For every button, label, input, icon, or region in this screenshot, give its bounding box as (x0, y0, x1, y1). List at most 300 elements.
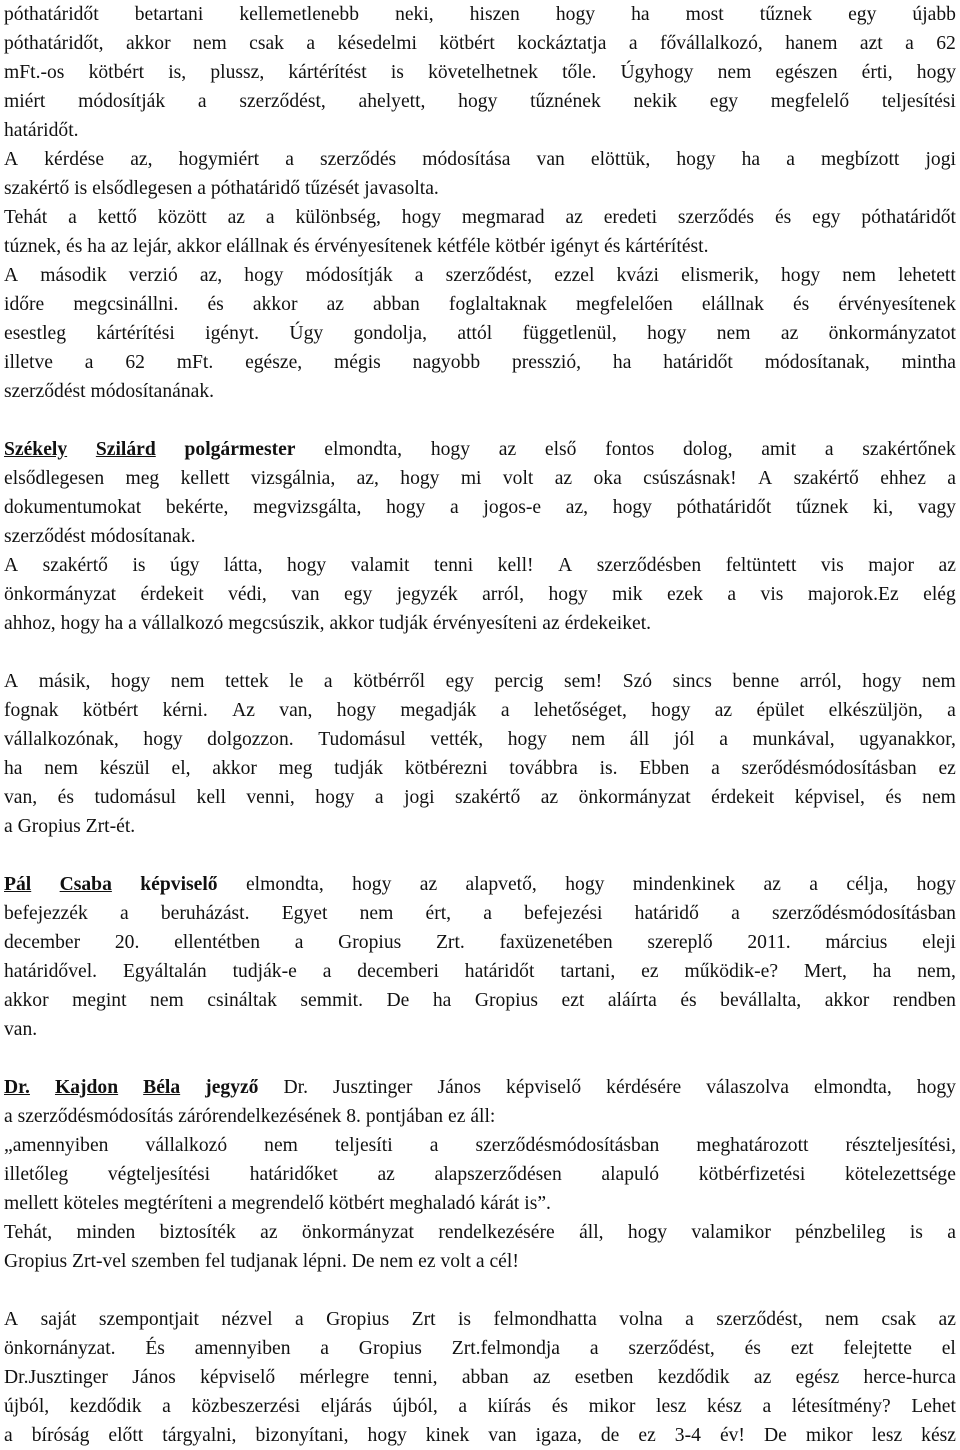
word: első (544, 439, 577, 460)
word: szerződést (4, 526, 86, 547)
word: meg (125, 468, 160, 489)
word: az, (130, 149, 153, 170)
word: pontjában (365, 1106, 444, 1127)
word: szakértőnek (862, 439, 956, 460)
word: herce-hurca (863, 1367, 956, 1388)
text-line (4, 812, 956, 841)
word: szerződést (4, 381, 86, 402)
word: kötbért (88, 62, 145, 83)
word: kétféle (436, 236, 491, 257)
word: is, (168, 62, 187, 83)
word: rendelkezésére (438, 1222, 555, 1243)
word: a (84, 352, 94, 373)
text-line (4, 58, 956, 87)
word: igaza, (535, 1425, 582, 1446)
word: abban (373, 294, 420, 315)
paragraph-gap (4, 638, 956, 667)
word: szereplő (647, 932, 713, 953)
word: tűzését (304, 178, 360, 199)
word: faxüzenetében (499, 932, 613, 953)
word: és (680, 990, 697, 1011)
word: szerződést, (628, 1338, 715, 1359)
word: határidőt. (4, 120, 79, 141)
word: fővállalkozó, (659, 33, 763, 54)
word: akkor (252, 294, 298, 315)
word: elkészüljön, (828, 700, 923, 721)
word: bekérte, (165, 497, 229, 518)
word: decemberi (357, 961, 439, 982)
word: ha (432, 990, 452, 1011)
word: Úgy (289, 323, 324, 344)
word: az (532, 1367, 551, 1388)
word: dolog, (682, 439, 733, 460)
word: megvizsgálta, (253, 497, 362, 518)
text-line (4, 696, 956, 725)
word: biztosíték (159, 1222, 236, 1243)
word: csúszásnak! (643, 468, 737, 489)
speaker-name: Székely (4, 439, 68, 460)
word: az, (356, 468, 379, 489)
word: a (414, 265, 424, 286)
word: munkával, (752, 729, 835, 750)
word: időre (4, 294, 45, 315)
word: elállnak (226, 236, 289, 257)
paragraph (4, 870, 956, 1044)
word: az (260, 1222, 278, 1243)
word: kötbér (495, 236, 546, 257)
word: hogy (352, 874, 392, 895)
word: kérni. (162, 700, 208, 721)
word: a (322, 961, 332, 982)
word: határidőt (464, 961, 535, 982)
word: kettő (97, 207, 137, 228)
word: igényt. (205, 323, 260, 344)
word: a (294, 1309, 304, 1330)
text-line (4, 290, 956, 319)
word: ha (4, 758, 23, 779)
word: az (753, 1367, 772, 1388)
word: nem (716, 323, 751, 344)
word: hogy (565, 874, 605, 895)
word: van (536, 149, 565, 170)
word: készül (99, 758, 150, 779)
word: között (157, 207, 207, 228)
word: csak (249, 33, 284, 54)
word: szerződésmódosításban (475, 1135, 660, 1156)
word: nem (150, 990, 184, 1011)
word: szerődésmódosításban (741, 758, 917, 779)
word: év! (719, 1425, 745, 1446)
word: ha (872, 961, 892, 982)
word: De (763, 1425, 787, 1446)
word: 62 (936, 33, 956, 54)
word: Mert, (803, 961, 847, 982)
word: most (685, 4, 724, 25)
word: akkor (329, 613, 375, 634)
speaker-name: Csaba (59, 874, 112, 895)
word: Az (232, 700, 255, 721)
word: beruházást. (160, 903, 250, 924)
word: De (386, 990, 410, 1011)
word: kötbért (328, 1193, 385, 1214)
word: tőle. (562, 62, 597, 83)
text-line (4, 145, 956, 174)
word: szempontjait (98, 1309, 199, 1330)
word: kellemetlenebb (239, 4, 360, 25)
word: Dr. (283, 1077, 308, 1098)
word: mFt. (176, 352, 214, 373)
text-line (4, 174, 956, 203)
word: határidőket (249, 1164, 338, 1185)
word: póthatáridőt, (4, 33, 104, 54)
word: oka (593, 468, 622, 489)
word: arról, (482, 584, 524, 605)
word: tűznek (759, 4, 813, 25)
paragraph-gap (4, 841, 956, 870)
text-line (4, 29, 956, 58)
word: Zrt.felmondja (451, 1338, 561, 1359)
word: a (285, 149, 294, 170)
word: de (600, 1425, 620, 1446)
word: a (905, 33, 914, 54)
word: nem (44, 758, 78, 779)
word: kell (196, 787, 226, 808)
word: előtt (108, 1425, 144, 1446)
word: újból, (4, 1396, 50, 1417)
word: János (437, 1077, 482, 1098)
word: volt (440, 1251, 471, 1272)
word: major (868, 555, 914, 576)
word: mégis (334, 352, 381, 373)
word: ez (638, 1425, 656, 1446)
word: Gropius (17, 816, 81, 837)
word: képvisel, (794, 787, 865, 808)
word: mik (612, 584, 643, 605)
word: egy (343, 584, 373, 605)
word: eleji (922, 932, 956, 953)
word: kárát (480, 1193, 520, 1214)
word: kész (707, 1396, 742, 1417)
word: és (57, 787, 74, 808)
word: hogy (647, 323, 687, 344)
word: akkor (4, 990, 49, 1011)
word: A (4, 555, 19, 576)
word: érvényesítenek (838, 294, 956, 315)
word: ha (87, 236, 106, 257)
word: az (540, 787, 559, 808)
text-line (4, 1015, 956, 1044)
word: ezek (667, 584, 703, 605)
word: percig (494, 671, 544, 692)
word: szerződésmódosításban (771, 903, 956, 924)
word: nem, (917, 961, 956, 982)
word: a (68, 207, 77, 228)
word: szerződést, (716, 1309, 803, 1330)
word: az, (565, 497, 589, 518)
word: létesítmény? (791, 1396, 891, 1417)
word: második (40, 265, 107, 286)
word: sem! (564, 671, 603, 692)
word: hogy (862, 671, 902, 692)
text-line (4, 319, 956, 348)
word: tettek (225, 671, 269, 692)
word: megcsúszik, (228, 613, 325, 634)
word: másik, (38, 671, 91, 692)
word: és (885, 787, 902, 808)
word: a (4, 816, 13, 837)
word: a (320, 1338, 329, 1359)
text-line (4, 348, 956, 377)
paragraph (4, 1218, 956, 1276)
word: feltüntett (725, 555, 797, 576)
word: alapvető, (465, 874, 537, 895)
word: amennyiben (194, 1338, 291, 1359)
word: az (554, 468, 573, 489)
word: jegyzék (396, 584, 458, 605)
word: János (132, 1367, 176, 1388)
word: kész (921, 1425, 956, 1446)
speaker-name: Pál (4, 874, 32, 895)
word: a (4, 1106, 13, 1127)
speaker-role: jegyző (205, 1077, 259, 1098)
word: Zrt-vel (72, 1251, 127, 1272)
text-line (4, 522, 956, 551)
text-line (4, 783, 956, 812)
word: az (326, 294, 344, 315)
word: hogy (401, 207, 441, 228)
word: mikor (588, 1396, 636, 1417)
word: a (719, 729, 728, 750)
word: 2011. (747, 932, 791, 953)
paragraph (4, 551, 956, 638)
word: fel (204, 1251, 226, 1272)
word: 3-4 (674, 1425, 701, 1446)
word: hogy (386, 497, 426, 518)
word: a (458, 1396, 468, 1417)
word: valamit (350, 555, 410, 576)
word: Gropius (338, 932, 402, 953)
word: tenni (433, 555, 474, 576)
word: és (774, 207, 792, 228)
word: bíróság (31, 1425, 90, 1446)
word: ez (938, 758, 956, 779)
word: áll: (470, 1106, 496, 1127)
word: ezt (790, 1338, 814, 1359)
word: kötbérfizetési (698, 1164, 806, 1185)
word: is. (599, 758, 618, 779)
word: a (306, 33, 316, 54)
word: kártérítést (288, 62, 367, 83)
word: érdekeit (140, 584, 204, 605)
word: érvényesítenek (314, 236, 433, 257)
word: szerződést, (239, 91, 326, 112)
word: Ebben (639, 758, 690, 779)
word: önkornányzat. (4, 1338, 116, 1359)
word: hogy (916, 874, 956, 895)
word: jogos-e (483, 497, 542, 518)
word: jogi (404, 787, 435, 808)
word: kezdődik (69, 1396, 142, 1417)
word: ha (631, 4, 650, 25)
word: szakértő (793, 468, 859, 489)
paragraph (4, 1305, 956, 1450)
word: hogy (336, 700, 376, 721)
word: áll (629, 729, 650, 750)
word: is (132, 555, 146, 576)
word: akkor (824, 990, 870, 1011)
word: ha (741, 149, 761, 170)
word: eljárás (320, 1396, 372, 1417)
word: van, (4, 787, 38, 808)
text-line (4, 1131, 956, 1160)
word: hogy (143, 729, 183, 750)
word: hogy (111, 671, 151, 692)
word: az (780, 323, 799, 344)
word: volna (619, 1309, 663, 1330)
word: póthatáridőt (4, 4, 99, 25)
word: és (66, 236, 83, 257)
word: nem (922, 671, 956, 692)
word: a (323, 671, 333, 692)
text-line (4, 551, 956, 580)
speaker-name: Szilárd (95, 439, 156, 460)
word: megbízott (821, 149, 900, 170)
word: elsődlegesen (4, 468, 105, 489)
word: Zrt (411, 1309, 436, 1330)
word: Gropius (358, 1338, 422, 1359)
word: hogy (651, 700, 691, 721)
word: késedelmi (337, 33, 417, 54)
text-line (4, 464, 956, 493)
word: befejezési (524, 903, 603, 924)
word: Tehát (4, 207, 48, 228)
word: működik-e? (684, 961, 779, 982)
word: hogy (781, 265, 821, 286)
word: esetben (574, 1367, 634, 1388)
paragraph-gap (4, 1044, 956, 1073)
word: Egyáltalán (122, 961, 207, 982)
word: a (762, 1396, 772, 1417)
word: egészen (775, 62, 838, 83)
word: az (938, 555, 956, 576)
word: megint (72, 990, 127, 1011)
word: a (119, 903, 129, 924)
paragraph (4, 0, 956, 145)
word: elmondta, (245, 874, 324, 895)
word: azt (859, 33, 883, 54)
word: a (809, 874, 818, 895)
word: részteljesítési, (845, 1135, 956, 1156)
text-line (4, 203, 956, 232)
word: az (227, 207, 246, 228)
word: kezdődik (657, 1367, 730, 1388)
word: befejezzék (4, 903, 88, 924)
word: az (419, 874, 438, 895)
word: az (565, 207, 583, 228)
word: ez (448, 1106, 466, 1127)
word: lépni. (302, 1251, 347, 1272)
word: nem (842, 265, 877, 286)
text-line (4, 725, 956, 754)
word: szerződésmódosítás (17, 1106, 174, 1127)
word: tudják (378, 613, 428, 634)
word: Tehát, (4, 1222, 53, 1243)
word: tenni, (393, 1367, 438, 1388)
text-line (4, 493, 956, 522)
word: ért, (425, 903, 452, 924)
word: a (197, 178, 206, 199)
word: a (628, 33, 638, 54)
word: vállalkozó (145, 1135, 228, 1156)
word: a (786, 149, 795, 170)
word: az (938, 1309, 956, 1330)
word: van (488, 1425, 517, 1446)
word: A (4, 265, 19, 286)
word: venni, (246, 787, 295, 808)
word: majorok.Ez (807, 584, 899, 605)
word: van. (4, 1019, 38, 1040)
word: A (558, 555, 573, 576)
word: bevállalta, (720, 990, 802, 1011)
word: egésze, (245, 352, 303, 373)
word: 20. (114, 932, 140, 953)
text-line (4, 667, 956, 696)
word: egy (445, 671, 474, 692)
word: a (265, 207, 275, 228)
word: Gropius (326, 1309, 390, 1330)
word: ezt (561, 990, 585, 1011)
word: célja, (846, 874, 889, 895)
word: meghatározott (696, 1135, 809, 1156)
text-line (4, 435, 956, 464)
paragraph (4, 203, 956, 261)
word: védi, (228, 584, 267, 605)
word: kellett (180, 468, 230, 489)
word: kérdésére (606, 1077, 682, 1098)
word: a (294, 932, 304, 953)
word: kötbérezni (404, 758, 488, 779)
word: hanem (785, 33, 838, 54)
word: elmondta, (324, 439, 403, 460)
word: ahelyett, (358, 91, 426, 112)
word: póthatáridő (210, 178, 301, 199)
word: nem (717, 62, 752, 83)
word: esestleg (4, 323, 67, 344)
word: megadják (400, 700, 477, 721)
word: akkor (212, 758, 257, 779)
word: nézvel (221, 1309, 273, 1330)
paragraph (4, 261, 956, 406)
word: tudomásul (94, 787, 177, 808)
word: ahhoz, (4, 613, 56, 634)
word: szemben (131, 1251, 200, 1272)
word: a (475, 1251, 485, 1272)
word: szerződésben (596, 555, 702, 576)
text-line (4, 609, 956, 638)
word: ez (418, 1251, 436, 1272)
text-line (4, 957, 956, 986)
word: rendben (892, 990, 956, 1011)
word: hogy (315, 787, 355, 808)
word: javasolta. (364, 178, 439, 199)
word: tudják-e (232, 961, 297, 982)
paragraph (4, 435, 956, 551)
word: tűznének (530, 91, 601, 112)
word: hogy (548, 584, 588, 605)
word: elismerik, (681, 265, 759, 286)
word: eredeti (603, 207, 658, 228)
text-line (4, 580, 956, 609)
